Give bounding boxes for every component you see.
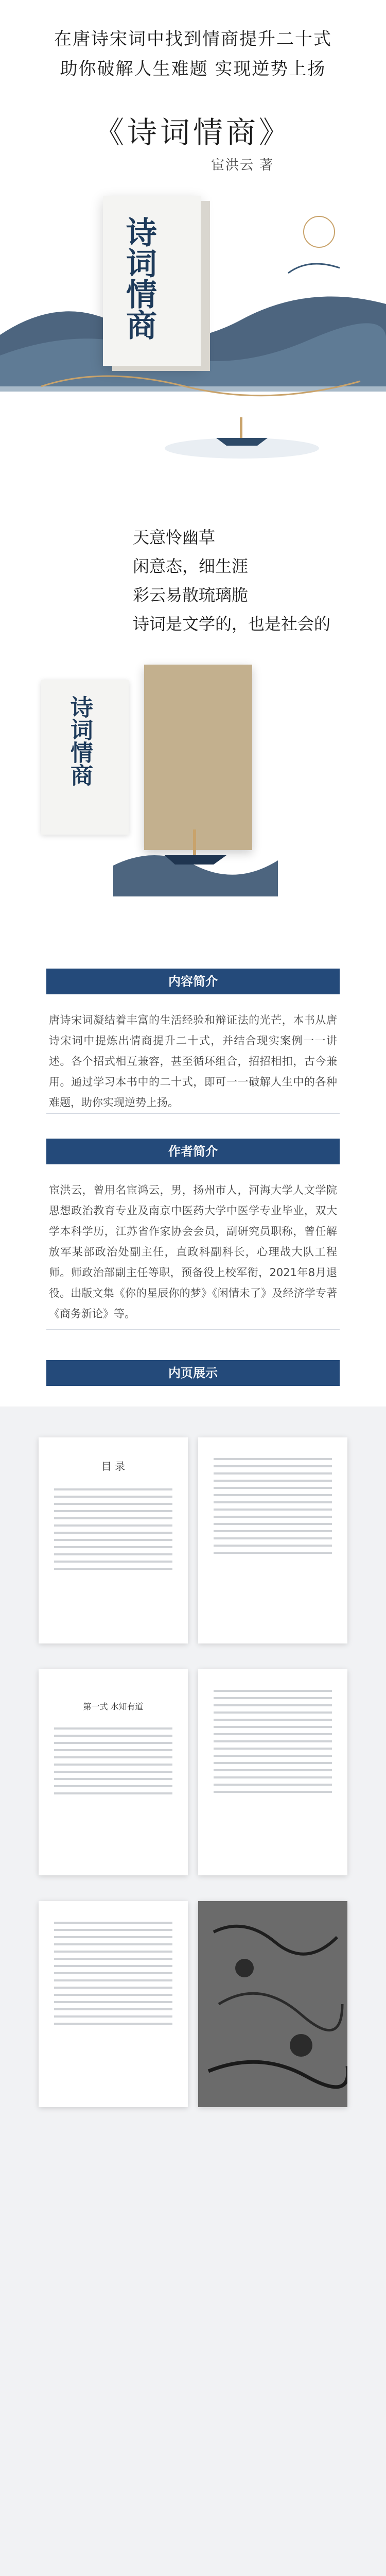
toc-lines-2 — [214, 1458, 332, 1554]
toc-lines — [54, 1488, 172, 1570]
chapter-lines — [54, 1727, 172, 1794]
front-cover-title: 诗词情商 — [66, 696, 93, 786]
preview-page-text-2 — [39, 1901, 188, 2107]
ink-painting — [198, 1901, 347, 2107]
book-cover — [103, 196, 201, 366]
author-divider — [46, 1329, 340, 1330]
boat-illustration — [103, 804, 288, 896]
preview-page-chapter — [39, 1669, 188, 1875]
author-text: 宦洪云，曾用名宦鸿云，男，扬州市人，河海大学人文学院思想政治教育专业及南京中医药大学中医学专业毕业，双大学本科学历，江苏省作家协会会员，副研究员职称，曾任解放军某部政治处副主任，直政科副科长，心理战大队工程师。师政治部副主任等职，预备役上校军衔，2021年8月退役。出版文集《你的星辰你的梦》《闲情未了》及经济学专著《商务新论》等。 — [49, 1184, 337, 1320]
preview-header-label: 内页展示 — [168, 1366, 218, 1380]
author-line: 宦洪云 著 — [211, 158, 274, 173]
poem-line: 闲意态，细生涯 — [133, 556, 249, 576]
text-lines — [214, 1690, 332, 1793]
toc-title: 目 录 — [101, 1460, 126, 1472]
intro-text: 唐诗宋词凝结着丰富的生活经验和辩证法的光芒，本书从唐诗宋词中提炼出情商提升二十式，并结合现实案例一一讲述。各个招式相互兼容，甚至循环组合，招招相扣，古今兼用。通过学习本书中的二十式，即可一一破解人生中的各种难题，助你实现逆势上扬。 — [49, 1014, 337, 1109]
poem-block — [133, 523, 330, 638]
poem-line: 彩云易散琉璃脆 — [133, 585, 249, 605]
text-lines-2 — [54, 1922, 172, 2025]
intro-divider — [46, 1113, 340, 1114]
poem-line: 诗词是文学的，也是社会的 — [133, 614, 331, 634]
chapter-title: 第一式 水知有道 — [83, 1702, 144, 1711]
book-title: 《诗词情商》 — [94, 115, 292, 150]
tagline-1: 在唐诗宋词中找到情商提升二十式 — [54, 29, 332, 49]
cover-title: 诗词情商 — [121, 216, 157, 340]
preview-page-toc-2 — [198, 1437, 347, 1643]
preview-page-painting — [198, 1901, 347, 2107]
intro-header-label: 内容简介 — [168, 974, 218, 989]
author-header-label: 作者简介 — [168, 1144, 218, 1159]
preview-page-toc — [39, 1437, 188, 1643]
tagline-2: 助你破解人生难题 实现逆势上扬 — [60, 59, 326, 79]
poem-line: 天意怜幽草 — [133, 528, 216, 547]
preview-page-text — [198, 1669, 347, 1875]
